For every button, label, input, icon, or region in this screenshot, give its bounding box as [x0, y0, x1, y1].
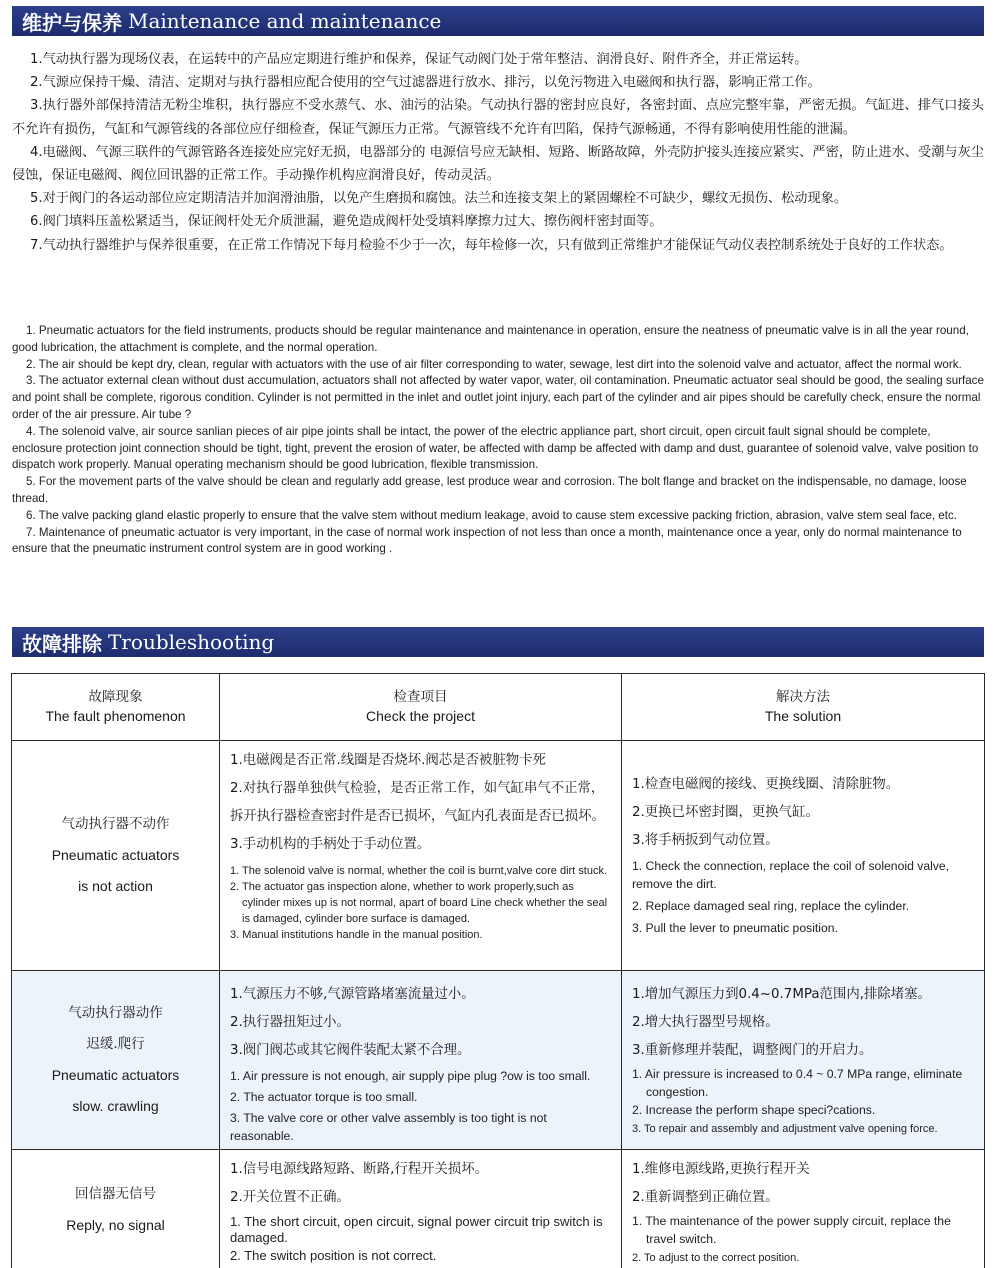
- troubleshooting-title-en: Troubleshooting: [108, 630, 275, 654]
- check-cell: 1.气源压力不够,气源管路堵塞流量过小。 2.执行器扭矩过小。 3.阀门阀芯或其它阀件装配太紧不合理。 1. Air pressure is not enough, air supply pipe plug ?ow is too small. 2. The actuator torque is too small. 3. The valve core or other valve assembly is too tight is not reasonable.: [220, 971, 622, 1150]
- solution-cell: 1.检查电磁阀的接线、更换线圈、清除脏物。 2.更换已坏密封圈，更换气缸。 3.将手柄扳到气动位置。 1. Check the connection, replace the coil of solenoid valve, remove the dirt. 2. Replace damaged seal ring, replace the cylinder. 3. Pull the lever to pneumatic position.: [622, 741, 985, 971]
- maintenance-title-zh: 维护与保养: [22, 10, 122, 35]
- zh-paragraph-6: 6.阀门填料压盖松紧适当，保证阀杆处无介质泄漏，避免造成阀杆处受填料摩擦力过大、擦伤阀杆密封面等。: [30, 214, 663, 230]
- check-cell: 1.信号电源线路短路、断路,行程开关损坏。 2.开关位置不正确。 1. The short circuit, open circuit, signal power circuit trip switch is damaged. 2. The switch position is not correct.: [220, 1150, 622, 1268]
- phenomenon-cell: 回信器无信号 Reply, no signal: [12, 1150, 220, 1268]
- maintenance-en-text: [12, 323, 984, 558]
- header-fault-phenomenon: 故障现象 The fault phenomenon: [12, 674, 220, 741]
- maintenance-section-header: [12, 6, 984, 36]
- table-row: [12, 1150, 985, 1268]
- header-check-project: 检查项目 Check the project: [220, 674, 622, 741]
- table-row: [12, 971, 985, 1150]
- table-row: [12, 741, 985, 971]
- zh-paragraph-3: 3.执行器外部保持清洁无粉尘堆积，执行器应不受水蒸气、水、油污的沾染。气动执行器的密封应良好，各密封面、点应完整牢靠，严密无损。气缸进、排气口接头不允许有损伤，气缸和气源管线的各部位应仔细检查，保证气源压力正常。气源管线不允许有凹陷，保持气源畅通，不得有影响使用性能的泄漏。: [12, 98, 984, 137]
- zh-paragraph-2: 2.气源应保持干燥、清洁、定期对与执行器相应配合使用的空气过滤器进行放水、排污，以免污物进入电磁阀和执行器，影响正常工作。: [30, 75, 821, 91]
- table-header-row: [12, 674, 985, 741]
- troubleshooting-section-header: [12, 627, 984, 657]
- en-paragraph-2: 2. The air should be kept dry, clean, regular with actuators with the use of air filter corresponding to water, sewage, lest dirt into the solenoid valve and actuator, affect the normal work.: [26, 357, 962, 371]
- troubleshooting-table: [11, 673, 985, 1268]
- zh-paragraph-1: 1.气动执行器为现场仪表，在运转中的产品应定期进行维护和保养，保证气动阀门处于常年整洁、润滑良好、附件齐全，并正常运转。: [30, 52, 808, 67]
- phenomenon-cell: 气动执行器动作 迟缓.爬行 Pneumatic actuators slow. crawling: [12, 971, 220, 1150]
- en-paragraph-6: 6. The valve packing gland elastic properly to ensure that the valve stem without medium leakage, avoid to cause stem excessive packing friction, abrasion, valve stem seal face, etc.: [26, 508, 957, 522]
- zh-paragraph-5: 5.对于阀门的各运动部位应定期清洁并加润滑油脂，以免产生磨损和腐蚀。法兰和连接支架上的紧固螺栓不可缺少，螺纹无损伤、松动现象。: [30, 191, 848, 207]
- solution-cell: 1.维修电源线路,更换行程开关 2.重新调整到正确位置。 1. The maintenance of the power supply circuit, replace the travel switch. 2. To adjust to the correct position.: [622, 1150, 985, 1268]
- maintenance-title-en: Maintenance and maintenance: [128, 9, 442, 33]
- maintenance-zh-text: [12, 48, 984, 257]
- en-paragraph-3: 3. The actuator external clean without dust accumulation, actuators shall not affected by water vapor, water, oil contamination. Pneumatic actuator seal should be good, the sealing surface and point shall be complete, rigorous condition. Cylinder is not permitted in the inlet and outlet joint injury, each part of the cylinder and air pipes should be carefully check, ensure the normal order of the air pressure. Air tube ?: [12, 374, 984, 421]
- en-paragraph-4: 4. The solenoid valve, air source sanlian pieces of air pipe joints shall be intact, the power of the electric appliance part, short circuit, open circuit fault signal should be complete, enclosure protection joint connection should be tight, tight, prevent the erosion of water, be affected with damp be affected with damp and dust, guarantee of solenoid valve, valve position to dispatch work properly. Manual operating mechanism should be good lubrication, flexible transmission.: [12, 424, 979, 472]
- en-paragraph-7: 7. Maintenance of pneumatic actuator is very important, in the case of normal work inspection of not less than once a month, maintenance once a year, only do normal maintenance to ensure that the pneumatic instrument control system are in good working .: [12, 525, 962, 556]
- solution-cell: 1.增加气源压力到0.4~0.7MPa范围内,排除堵塞。 2.增大执行器型号规格。 3.重新修理并装配，调整阀门的开启力。 1. Air pressure is increased to 0.4 ~ 0.7 MPa range, eliminate congestion. 2. Increase the perform shape speci?cations. 3. To repair and assembly and adjustment valve opening force.: [622, 971, 985, 1150]
- en-paragraph-5: 5. For the movement parts of the valve should be clean and regularly add grease, lest produce wear and corrosion. The bolt flange and bracket on the indispensable, no damage, loose thread.: [12, 475, 967, 505]
- troubleshooting-title-zh: 故障排除: [22, 631, 102, 656]
- zh-paragraph-7: 7.气动执行器维护与保养很重要，在正常工作情况下每月检验不少于一次，每年检修一次，只有做到正常维护才能保证气动仪表控制系统处于良好的工作状态。: [30, 237, 953, 253]
- zh-paragraph-4: 4.电磁阀、气源三联件的气源管路各连接处应完好无损，电器部分的 电源信号应无缺相、短路、断路故障，外壳防护接头连接应紧实、严密，防止进水、受潮与灰尘侵蚀，保证电磁阀、阀位回讯器的正常工作。手动操作机构应润滑良好，传动灵活。: [12, 144, 984, 184]
- check-cell: 1.电磁阀是否正常.线圈是否烧坏.阀芯是否被脏物卡死 2.对执行器单独供气检验，是否正常工作，如气缸串气不正常，拆开执行器检查密封件是否已损坏，气缸内孔表面是否已损坏。 3.手动机构的手柄处于手动位置。 1. The solenoid valve is normal, whether the coil is burnt,valve core dirt stuck. 2. The actuator gas inspection alone, whether to work properly,such as cylinder mixes up is not normal, apart of board Line check whether the seal is damaged, cylinder bore surface is damaged. 3. Manual institutions handle in the manual position.: [220, 741, 622, 971]
- en-paragraph-1: 1. Pneumatic actuators for the field instruments, products should be regular maintenance and maintenance in operation, ensure the neatness of pneumatic valve is in all the year round, good lubrication, the attachment is complete, and the normal operation.: [12, 324, 969, 354]
- phenomenon-cell: 气动执行器不动作 Pneumatic actuators is not action: [12, 741, 220, 971]
- header-solution: 解决方法 The solution: [622, 674, 985, 741]
